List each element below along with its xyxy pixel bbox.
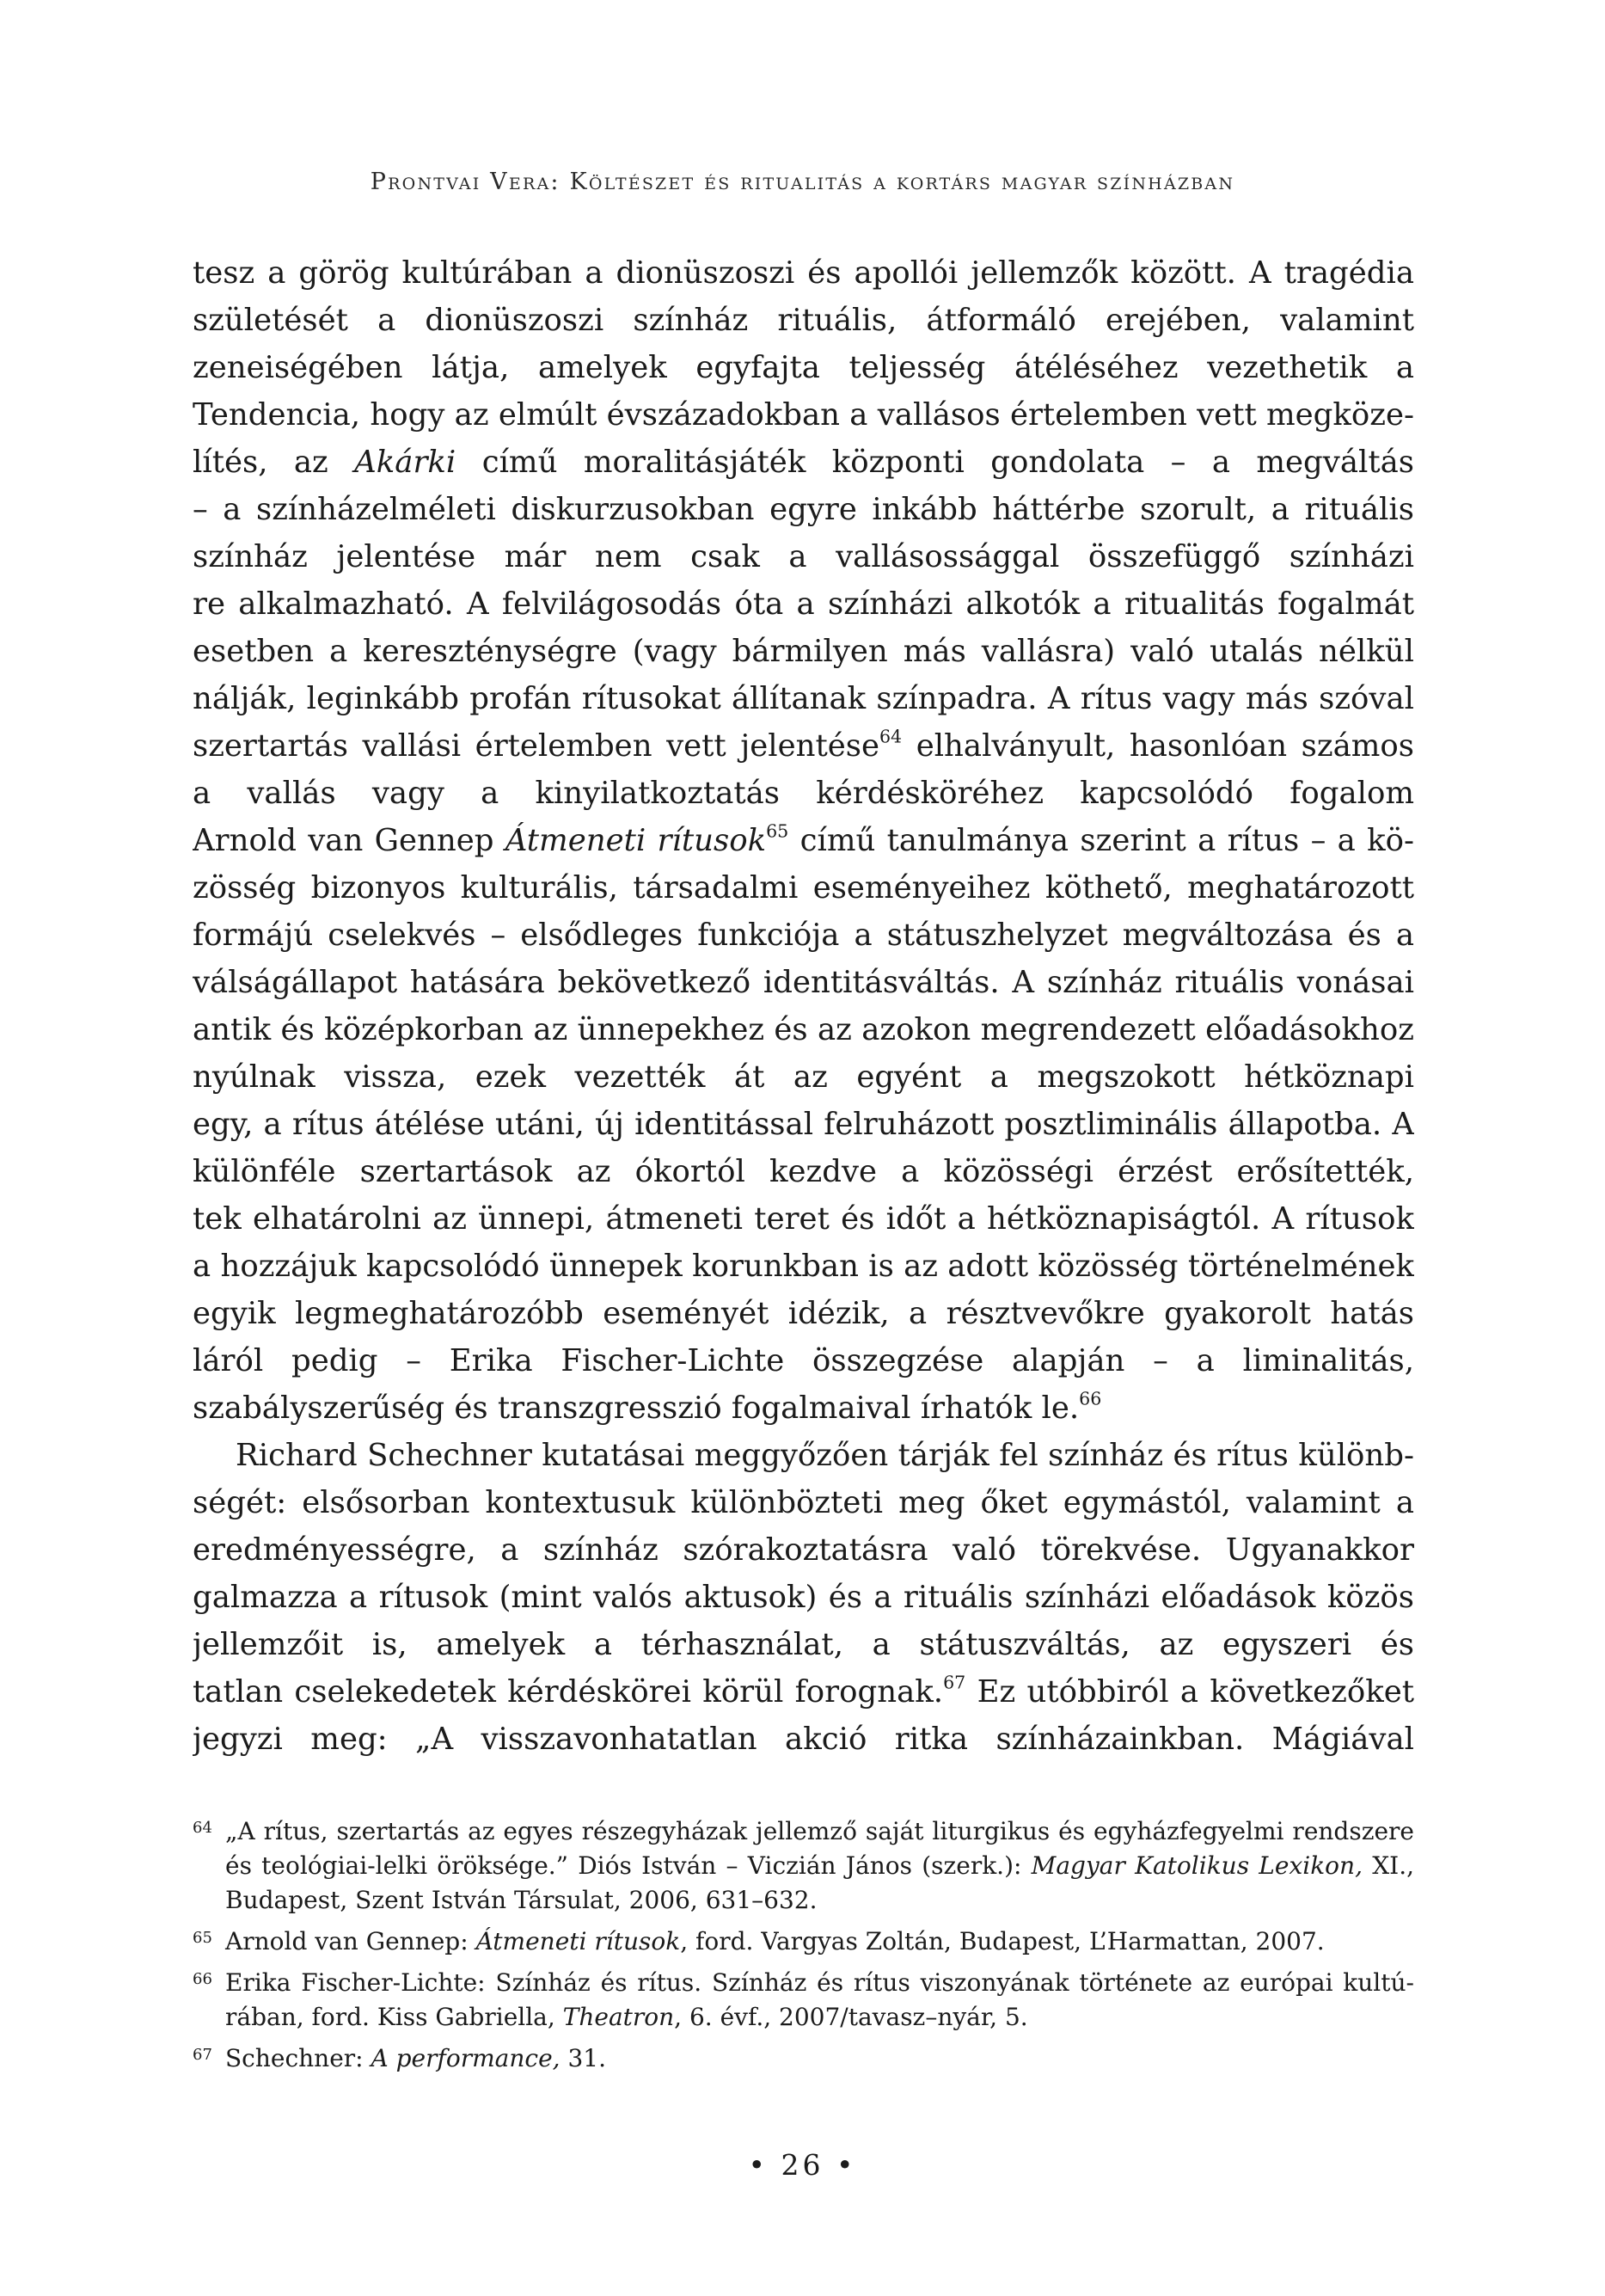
- bullet-right: •: [836, 2148, 857, 2182]
- text-line: antik és középkorban az ünnepekhez és az azokon megrendezett előadásokhoz: [193, 1012, 1414, 1047]
- text-line: galmazza a rítusok (mint valós aktusok) és a rituális színházi előadások közös: [193, 1580, 1414, 1615]
- footnote-64: [193, 1814, 1414, 1918]
- text-run: Arnold van Gennep: [193, 823, 505, 858]
- footnote-ref: 64: [879, 726, 903, 747]
- text-line: „A rítus, szertartás az egyes részegyházak jellemző saját liturgikus és egyházfegyelmi rendszere: [225, 1817, 1414, 1845]
- italic-title: Átmeneti rítusok: [505, 823, 767, 858]
- bullet-left: •: [748, 2148, 769, 2182]
- text-line: színház jelentése már nem csak a vallásossággal összefüggő színházi: [193, 539, 1414, 574]
- text-run: és teológiai-lelki öröksége.” Diós István – Viczián János (szerk.):: [225, 1851, 1032, 1880]
- footnote-66: [193, 1966, 1414, 2035]
- text-line: Erika Fischer-Lichte: Színház és rítus. Színház és rítus viszonyának története az európai kultú-: [225, 1968, 1414, 1997]
- text-line: a vallás vagy a kinyilatkoztatás kérdésköréhez kapcsolódó fogalom: [193, 776, 1414, 811]
- footnote-65: [193, 1925, 1414, 1959]
- text-line: tek elhatárolni az ünnepi, átmeneti teret és időt a hétköznapiságtól. A rítusok: [193, 1201, 1414, 1237]
- text-line: Budapest, Szent István Társulat, 2006, 631–632.: [225, 1886, 818, 1914]
- text-line: ségét: elsősorban kontextusuk különbözteti meg őket egymástól, valamint a: [193, 1485, 1414, 1520]
- paragraph-1: [193, 249, 1414, 1432]
- footnote-number: 64: [193, 1819, 212, 1837]
- running-header: Prontvai Vera: Költészet és ritualitás a kortárs magyar színházban: [370, 169, 1235, 195]
- text-line: [193, 722, 1414, 770]
- text-line: születését a dionüszoszi színház rituális, átformáló erejében, valamint: [193, 303, 1414, 338]
- text-line: [193, 1384, 1414, 1432]
- text-line: formájú cselekvés – elsődleges funkciója a státuszhelyzet megváltozása és a: [193, 918, 1414, 953]
- italic-title: Átmeneti rítusok: [475, 1927, 681, 1955]
- italic-title: Theatron: [562, 2003, 675, 2031]
- footnote-ref: 67: [943, 1672, 966, 1693]
- text-line: [225, 2041, 1414, 2076]
- text-run: Schechner:: [225, 2044, 371, 2072]
- footnote-ref: 66: [1079, 1388, 1102, 1409]
- text-run: lítés, az: [193, 445, 355, 480]
- text-line: a hozzájuk kapcsolódó ünnepek korunkban is az adott közösség történelmének: [193, 1249, 1414, 1284]
- text-line: zeneiségében látja, amelyek egyfajta teljesség átéléséhez vezethetik a: [193, 350, 1414, 385]
- text-run: , 6. évf., 2007/tavasz–nyár, 5.: [674, 2003, 1028, 2031]
- text-line: – a színházelméleti diskurzusokban egyre inkább háttérbe szorult, a rituális: [193, 492, 1414, 527]
- text-line: [225, 1849, 1414, 1883]
- text-line: különféle szertartások az ókortól kezdve a közösségi érzést erősítették,: [193, 1154, 1414, 1189]
- text-run: szertartás vallási értelemben vett jelentése: [193, 728, 879, 764]
- italic-title: Magyar Katolikus Lexikon,: [1031, 1851, 1363, 1880]
- text-line: egy, a rítus átélése utáni, új identitással felruházott posztliminális állapotba. A: [193, 1107, 1414, 1142]
- paragraph-2: [193, 1432, 1414, 1763]
- body-text: [193, 249, 1414, 1763]
- text-run: rában, ford. Kiss Gabriella,: [225, 2003, 563, 2031]
- page-number: [0, 2148, 1605, 2182]
- text-run: Arnold van Gennep:: [225, 1927, 476, 1955]
- text-line: zösség bizonyos kulturális, társadalmi eseményeihez köthető, meghatározott: [193, 870, 1414, 906]
- footnote-ref: 65: [766, 820, 789, 842]
- text-run: XI.,: [1362, 1851, 1414, 1880]
- footnote-number: 65: [193, 1929, 212, 1947]
- text-line: [193, 439, 1414, 486]
- text-line: nálják, leginkább profán rítusokat állítanak színpadra. A rítus vagy más szóval: [193, 681, 1414, 716]
- text-line: [193, 817, 1414, 864]
- text-line: Tendencia, hogy az elmúlt évszázadokban a vallásos értelemben vett megköze-: [193, 397, 1414, 433]
- text-line: Richard Schechner kutatásai meggyőzően tárják fel színház és rítus különb-: [236, 1438, 1414, 1473]
- text-line: jegyzi meg: „A visszavonhatatlan akció ritka színházainkban. Mágiával: [193, 1722, 1414, 1757]
- text-run: szabályszerűség és transzgresszió fogalmaival írhatók le.: [193, 1390, 1080, 1426]
- text-run: Ez utóbbiról a következőket: [965, 1674, 1414, 1710]
- text-run: tatlan cselekedetek kérdéskörei körül forognak.: [193, 1674, 944, 1710]
- italic-title: A performance,: [371, 2044, 561, 2072]
- text-run: elhalványult, hasonlóan számos: [916, 728, 1414, 764]
- footnote-number: 66: [193, 1970, 212, 1988]
- text-run: 31.: [560, 2044, 606, 2072]
- text-line: [193, 1668, 1414, 1716]
- footnote-67: [193, 2041, 1414, 2076]
- text-line: esetben a kereszténységre (vagy bármilyen más vallásra) való utalás nélkül: [193, 634, 1414, 669]
- text-line: egyik legmeghatározóbb eseményét idézik, a résztvevőkre gyakorolt hatás: [193, 1296, 1414, 1331]
- text-line: láról pedig – Erika Fischer-Lichte összegzése alapján – a liminalitás,: [193, 1343, 1414, 1378]
- text-line: [225, 2000, 1414, 2035]
- footnote-number: 67: [193, 2046, 212, 2064]
- text-run: című tanulmánya szerint a rítus – a kö-: [788, 823, 1414, 858]
- text-line: eredményességre, a színház szórakoztatásra való törekvése. Ugyanakkor: [193, 1532, 1414, 1568]
- text-line: nyúlnak vissza, ezek vezették át az egyént a megszokott hétköznapi: [193, 1059, 1414, 1095]
- text-run: , ford. Vargyas Zoltán, Budapest, L’Harmattan, 2007.: [680, 1927, 1325, 1955]
- italic-title: Akárki: [354, 445, 456, 480]
- text-line: tesz a görög kultúrában a dionüszoszi és apollói jellemzők között. A tragédia: [193, 255, 1414, 291]
- text-line: re alkalmazható. A felvilágosodás óta a színházi alkotók a ritualitás fogalmát: [193, 586, 1414, 622]
- text-line: jellemzőit is, amelyek a térhasználat, a státuszváltás, az egyszeri és: [193, 1627, 1414, 1662]
- text-line: válságállapot hatására bekövetkező identitásváltás. A színház rituális vonásai: [193, 965, 1414, 1000]
- text-line: [225, 1925, 1414, 1959]
- page-number-value: 26: [781, 2148, 824, 2182]
- footnotes: [193, 1814, 1414, 2076]
- text-run: című moralitásjáték központi gondolata – a megváltás: [481, 445, 1414, 480]
